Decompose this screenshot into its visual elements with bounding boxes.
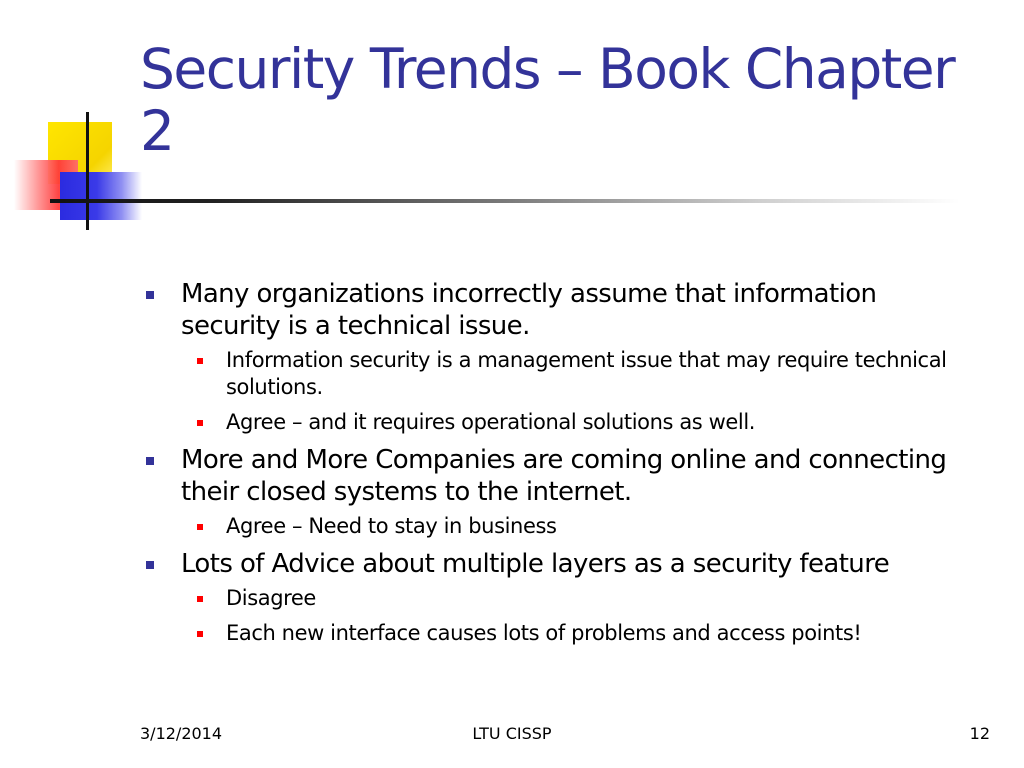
logo-blue-square (60, 172, 142, 220)
bullet-text: More and More Companies are coming online and connecting their closed systems to the internet. (181, 445, 947, 507)
sub-bullet-text: Information security is a management issue that may require technical solutions. (226, 348, 947, 399)
red-square-bullet-icon (197, 631, 203, 637)
red-square-bullet-icon (197, 358, 203, 364)
sub-bullet-item (145, 409, 975, 436)
slide-body (145, 278, 975, 655)
square-bullet-icon (146, 457, 154, 465)
bullet-text: Many organizations incorrectly assume that information security is a technical issue. (181, 279, 877, 341)
red-square-bullet-icon (197, 524, 203, 530)
sub-bullet-text: Agree – and it requires operational solutions as well. (226, 410, 756, 434)
sub-bullet-item (145, 347, 975, 401)
red-square-bullet-icon (197, 596, 203, 602)
slide-title: Security Trends – Book Chapter 2 (140, 37, 955, 163)
sub-bullet-item (145, 620, 975, 647)
slide-number: 12 (969, 724, 990, 743)
bullet-item (145, 548, 975, 580)
title-underline (50, 199, 960, 203)
bullet-item (145, 278, 975, 342)
square-bullet-icon (146, 291, 154, 299)
square-bullet-icon (146, 561, 154, 569)
sub-bullet-text: Each new interface causes lots of problems and access points! (226, 621, 862, 645)
red-square-bullet-icon (197, 420, 203, 426)
footer-title: LTU CISSP (472, 724, 552, 743)
bullet-item (145, 444, 975, 508)
sub-bullet-text: Disagree (226, 586, 316, 610)
footer-date: 3/12/2014 (140, 724, 223, 743)
logo-vertical-line (86, 112, 89, 230)
sub-bullet-item (145, 585, 975, 612)
bullet-text: Lots of Advice about multiple layers as a security feature (181, 549, 890, 579)
sub-bullet-text: Agree – Need to stay in business (226, 514, 557, 538)
sub-bullet-item (145, 513, 975, 540)
